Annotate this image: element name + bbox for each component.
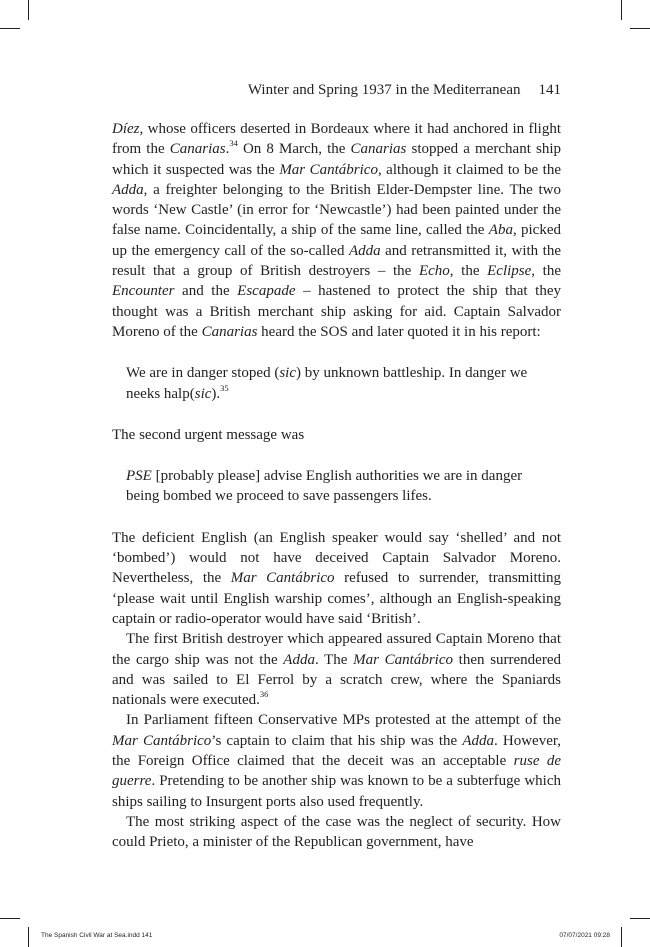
- text-run: ).: [211, 385, 221, 402]
- text-run: heard the SOS and later quoted it in his report:: [257, 323, 541, 340]
- paragraph: [112, 119, 561, 342]
- italic-text: Adda: [348, 242, 381, 259]
- text-run: , although it claimed to be the: [377, 161, 561, 178]
- body-text: [112, 119, 561, 853]
- paragraph: [112, 710, 561, 811]
- text-run: , a freighter belonging to the British Elder-Dempster line. The two words ‘New Castle’ (in error for ‘Newcastle’) had been painted under the false name. Coincidentally, a ship of the same line, called the: [112, 181, 561, 239]
- running-header: [112, 80, 561, 100]
- italic-text: Mar Cantábrico: [279, 161, 378, 178]
- italic-text: Canarias: [201, 323, 258, 340]
- text-run: The most striking aspect of the case was the neglect of security. How could Prieto, a minister of the Republican government, have: [112, 813, 561, 851]
- italic-text: Díez: [112, 121, 140, 137]
- crop-mark: [621, 0, 622, 20]
- text-run: .: [225, 141, 230, 158]
- text-run: , picked up the emergency call of the so-called: [112, 222, 561, 259]
- text-run: . Pretending to be another ship was known to be a subterfuge which ships sailing to Insurgent ports also used frequently.: [112, 773, 561, 810]
- italic-text: Adda: [462, 732, 494, 749]
- crop-mark: [630, 918, 650, 919]
- italic-text: ruse de guerre: [112, 753, 562, 790]
- italic-text: Canarias: [169, 141, 226, 158]
- block-quote: [126, 466, 547, 507]
- italic-text: Aba: [488, 222, 513, 239]
- text-run: [probably please] advise English authorities we are in danger being bombed we proceed to save passengers lifes.: [126, 468, 523, 505]
- text-run: stopped a merchant ship which it suspected was the: [112, 141, 561, 178]
- italic-text: Mar Cantábrico: [230, 570, 335, 587]
- italic-text: Escapade: [237, 283, 296, 300]
- quote-text: [126, 363, 547, 404]
- text-run: refused to surrender, transmitting ‘please wait until English warship comes’, although an English-speaking captain or radio-operator would have said ‘British’.: [112, 570, 562, 627]
- text-run: . However, the Foreign Office claimed that the deceit was an acceptable: [112, 732, 561, 770]
- paragraph: [112, 812, 561, 853]
- italic-text: Mar Cantábrico: [353, 651, 453, 668]
- text-run: , the: [449, 263, 488, 280]
- italic-text: PSE: [126, 468, 152, 485]
- italic-text: sic: [279, 365, 296, 382]
- text-run: The second urgent message was: [112, 426, 305, 443]
- text-run: and the: [174, 283, 238, 300]
- text-run: The deficient English (an English speaker would say ‘shelled’ and not ‘bombed’) would not have deceived Captain Salvador Moreno. Nevertheless, the: [112, 529, 561, 587]
- text-run: We are in danger stoped (: [126, 365, 280, 382]
- page-number: 141: [538, 82, 561, 98]
- print-slug: [0, 929, 650, 943]
- text-run: On 8 March, the: [237, 141, 351, 158]
- text-run: , the: [531, 263, 562, 280]
- text-run: then surrendered and was sailed to El Ferrol by a scratch crew, where the Spaniards nationals were executed.: [112, 651, 561, 709]
- italic-text: Canarias: [350, 141, 407, 158]
- paragraph: [112, 425, 561, 445]
- italic-text: Encounter: [112, 283, 175, 300]
- italic-text: Echo: [418, 263, 450, 280]
- crop-mark: [0, 28, 20, 29]
- footnote-ref: 35: [220, 382, 229, 393]
- footnote-ref: 34: [229, 138, 238, 149]
- quote-text: [126, 466, 547, 507]
- text-run: ) by unknown battleship. In danger we neeks halp(: [126, 365, 528, 402]
- text-run: and retransmitted it, with the result that a group of British destroyers – the: [112, 242, 561, 280]
- crop-mark: [28, 0, 29, 20]
- crop-mark: [0, 918, 20, 919]
- text-run: . The: [314, 651, 354, 668]
- paragraph: [112, 528, 561, 629]
- text-run: – hastened to protect the ship that they thought was a British merchant ship asking for aid. Captain Salvador Moreno of the: [112, 283, 561, 340]
- timestamp: 07/07/2021 09:28: [559, 932, 610, 939]
- crop-mark: [630, 28, 650, 29]
- italic-text: Adda: [112, 181, 144, 198]
- block-quote: [126, 363, 547, 404]
- text-run: In Parliament fifteen Conservative MPs protested at the attempt of the: [126, 712, 561, 729]
- footnote-ref: 36: [259, 689, 269, 700]
- text-run: , whose officers deserted in Bordeaux where it had anchored in flight from the: [112, 121, 561, 158]
- italic-text: sic: [194, 385, 212, 402]
- paragraph: [112, 629, 561, 710]
- file-info: The Spanish Civil War at Sea.indd 141: [41, 932, 153, 939]
- italic-text: Adda: [283, 651, 315, 668]
- italic-text: Eclipse: [487, 263, 532, 280]
- text-run: The first British destroyer which appeared assured Captain Moreno that the cargo ship was not the: [112, 631, 561, 668]
- running-title: Winter and Spring 1937 in the Mediterranean: [247, 82, 521, 98]
- italic-text: Mar Cantábrico: [112, 732, 212, 749]
- text-run: ’s captain to claim that his ship was the: [211, 732, 463, 749]
